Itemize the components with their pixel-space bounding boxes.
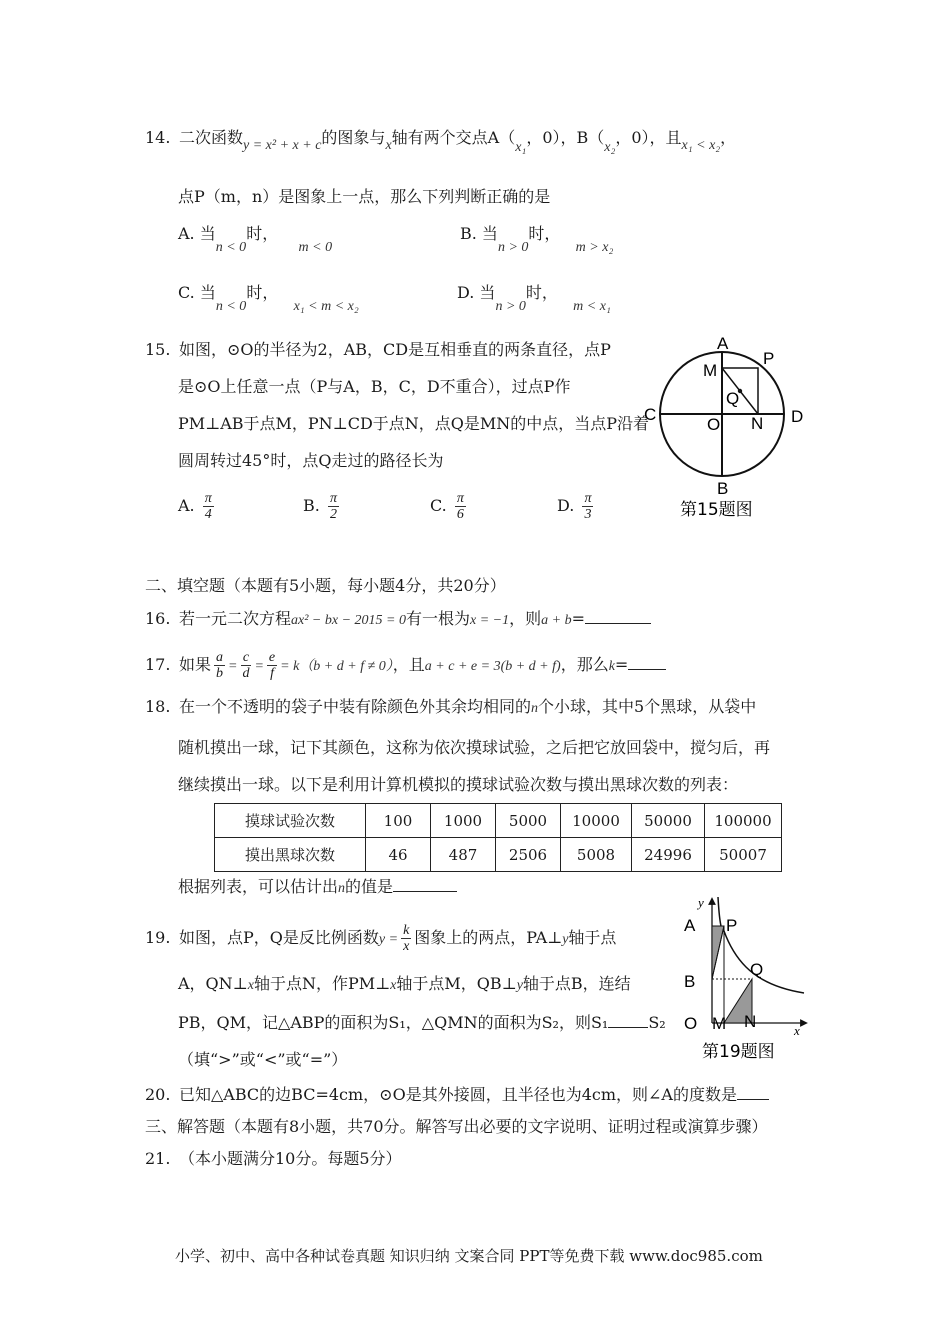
figure-15 — [640, 332, 815, 524]
q20: 20. 已知△ABC的边BC=4cm，⊙O是其外接圆，且半径也为4cm，则∠A的度数是 — [145, 1085, 769, 1105]
q18-line1: 18. 在一个不透明的袋子中装有除颜色外其余均相同的n个小球，其中5个黑球，从袋中 — [145, 697, 757, 716]
svg-text:Q: Q — [750, 960, 764, 979]
svg-text:y: y — [698, 895, 704, 910]
figure-19 — [676, 893, 810, 1068]
svg-text:N: N — [751, 414, 764, 433]
svg-text:M: M — [712, 1014, 727, 1033]
q15-line3: PM⊥AB于点M，PN⊥CD于点N，点Q是MN的中点，当点P沿着 — [178, 414, 650, 433]
section-2-heading: 二、填空题（本题有5小题，每小题4分，共20分） — [145, 576, 506, 595]
q18-after: 根据列表，可以估计出n的值是 — [178, 877, 457, 899]
svg-text:x: x — [794, 1023, 800, 1038]
q14-option-b: B. 当n > 0时， m > x₂ — [460, 224, 614, 255]
q15-line2: 是⊙O上任意一点（P与A，B，C，D不重合），过点P作 — [178, 377, 571, 396]
q16: 16. 若一元二次方程ax² − bx − 2015 = 0有一根为x = −1，则a + b= — [145, 609, 651, 631]
q14-option-c: C. 当n < 0时， x₁ < m < x₂ — [178, 283, 359, 314]
svg-text:O: O — [684, 1014, 698, 1033]
q14-option-d: D. 当n > 0时， m < x₁ — [457, 283, 611, 314]
q16-answer-blank — [585, 609, 651, 624]
q17-answer-blank — [628, 655, 666, 670]
q15-option-b: B. $\frac{\pi}{2}$ — [303, 491, 337, 522]
svg-text:A: A — [717, 334, 729, 353]
q21: 21. （本小题满分10分。每题5分） — [145, 1149, 402, 1168]
q18-data-table — [214, 803, 782, 872]
q19-line4: （填“>”或“<”或“=”） — [178, 1050, 348, 1069]
q15-line4: 圆周转过45°时，点Q走过的路径长为 — [178, 451, 444, 470]
table-row: 摸出黑球次数 46 487 2506 5008 24996 50007 — [215, 838, 782, 872]
svg-text:第19题图: 第19题图 — [702, 1042, 775, 1062]
q17: 17. 如果 $\frac{a}{b}$ = $\frac{c}{d}$ = $\frac{e}{f}$ = k（b + d + f ≠ 0），且a + c + e = 3(b + d + f)，那么k= — [145, 649, 666, 683]
svg-text:B: B — [717, 479, 729, 498]
q14-line1: 14. 二次函数y = x² + x + c的图象与x轴有两个交点A（x₁，0），B（x₂，0），且x₁ < x₂， — [145, 128, 737, 155]
table-row: 摸球试验次数 100 1000 5000 10000 50000 100000 — [215, 804, 782, 838]
q15-option-d: D. $\frac{\pi}{3}$ — [557, 491, 592, 522]
q19-line3: PB，QM，记△ABP的面积为S₁，△QMN的面积为S₂，则S₁ S₂ — [178, 1013, 666, 1032]
q18-answer-blank — [393, 877, 457, 892]
svg-text:M: M — [703, 361, 718, 380]
svg-text:P: P — [763, 349, 775, 368]
svg-text:B: B — [684, 972, 696, 991]
q18-line2: 随机摸出一球，记下其颜色，这称为依次摸球试验，之后把它放回袋中，搅匀后，再 — [178, 738, 771, 757]
q14-line2: 点P（m，n）是图象上一点，那么下列判断正确的是 — [178, 187, 551, 206]
q15-option-a: A. $\frac{\pi}{4}$ — [178, 491, 212, 522]
section-3-heading: 三、解答题（本题有8小题，共70分。解答写出必要的文字说明、证明过程或演算步骤） — [145, 1117, 768, 1136]
q20-answer-blank — [737, 1085, 769, 1100]
q19-answer-blank — [608, 1013, 648, 1028]
q14-option-a: A. 当n < 0时， m < 0 — [178, 224, 333, 255]
svg-text:C: C — [644, 405, 657, 424]
svg-text:O: O — [707, 415, 721, 434]
q15-line1: 15. 如图，⊙O的半径为2，AB，CD是互相垂直的两条直径，点P — [145, 340, 611, 359]
svg-text:第15题图: 第15题图 — [680, 500, 753, 520]
svg-text:A: A — [684, 916, 696, 935]
q18-line3: 继续摸出一球。以下是利用计算机模拟的摸球试验次数与摸出黑球次数的列表： — [178, 775, 739, 794]
svg-text:P: P — [726, 916, 738, 935]
page-footer: 小学、初中、高中各种试卷真题 知识归纳 文案合同 PPT等免费下载 www.doc985.com — [175, 1247, 763, 1265]
q15-option-c: C. $\frac{\pi}{6}$ — [430, 491, 464, 522]
svg-text:Q: Q — [726, 389, 740, 408]
q19-line1: 19. 如图，点P，Q是反比例函数y = $\frac{k}{x}$ 图象上的两点，PA⊥y轴于点 — [145, 923, 617, 954]
svg-text:N: N — [744, 1012, 757, 1031]
svg-text:D: D — [791, 407, 804, 426]
q19-line2: A，QN⊥x轴于点N，作PM⊥x轴于点M，QB⊥y轴于点B，连结 — [178, 974, 631, 993]
